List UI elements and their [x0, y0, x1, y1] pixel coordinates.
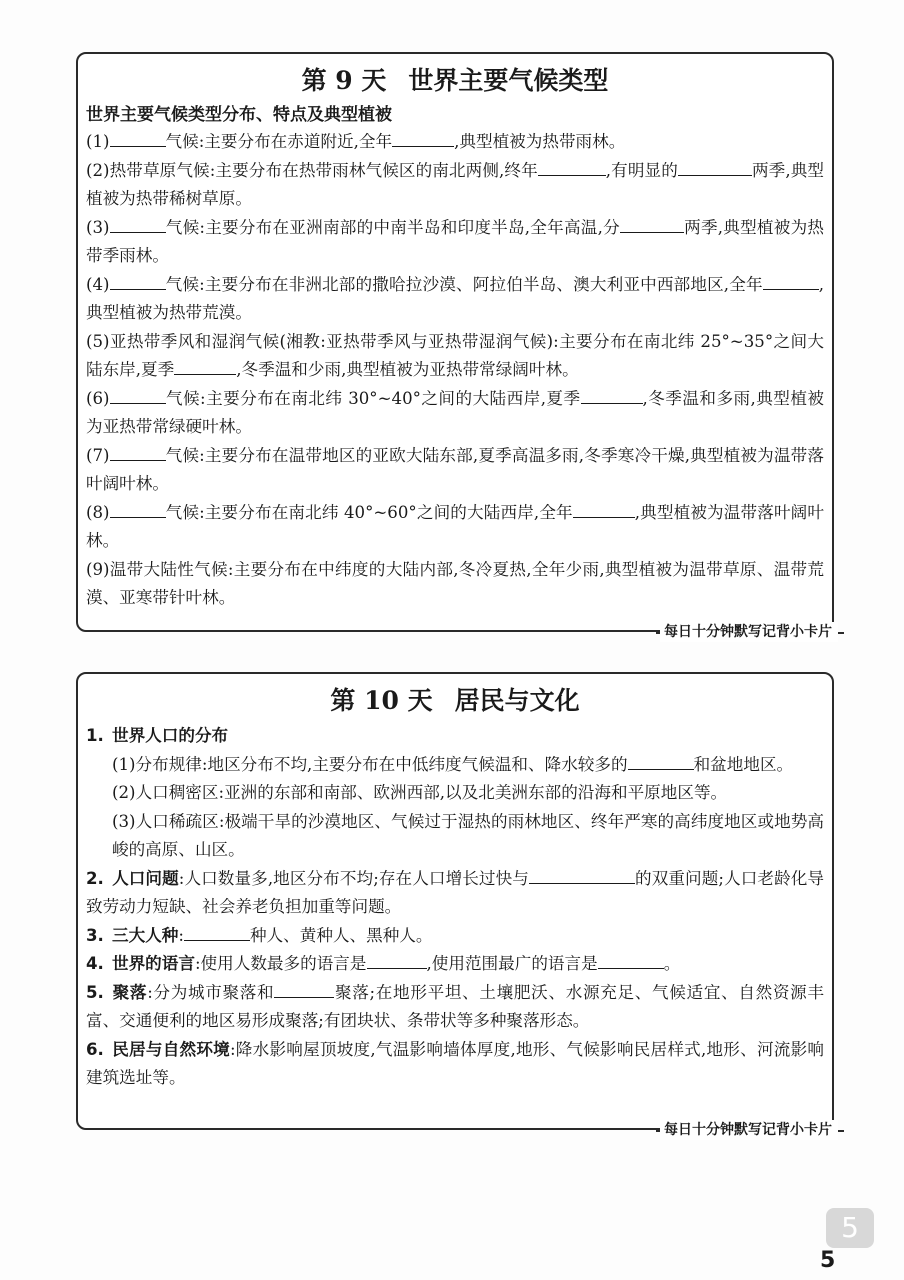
list-item: [86, 328, 824, 385]
item-text: :使用人数最多的语言是: [194, 954, 367, 973]
fill-blank[interactable]: [367, 952, 427, 969]
item-text: :: [178, 925, 184, 945]
item-text: ,有明显的: [605, 160, 678, 180]
list-item: [86, 556, 824, 613]
item-text: ,使用范围最广的语言是: [426, 954, 598, 973]
card-footer: 每日十分钟默写记背小卡片: [660, 1120, 838, 1140]
item-text: ,冬季温和少雨,典型植被为亚热带常绿阔叶林。: [236, 360, 579, 379]
list-item: [86, 128, 824, 157]
list-item: [86, 214, 824, 271]
fill-blank[interactable]: [529, 867, 635, 884]
section-label: 人口问题: [112, 868, 179, 888]
section-number: 4.: [86, 954, 104, 973]
fill-blank[interactable]: [598, 952, 664, 969]
section-label: 三大人种: [112, 925, 179, 945]
fill-blank[interactable]: [678, 159, 752, 176]
page-badge: 5: [826, 1208, 874, 1248]
item-text: (7): [86, 445, 110, 465]
list-item: [86, 865, 824, 922]
fill-blank[interactable]: [184, 924, 250, 941]
fill-blank[interactable]: [274, 981, 334, 998]
section-number: 3.: [86, 925, 104, 945]
section-label: 民居与自然环境: [112, 1039, 230, 1059]
section-number: 2.: [86, 868, 104, 888]
item-text: (2)热带草原气候:主要分布在热带雨林气候区的南北两侧,终年: [86, 160, 538, 180]
fill-blank[interactable]: [392, 130, 454, 147]
fill-blank[interactable]: [110, 501, 166, 518]
list-item: [86, 385, 824, 442]
item-text: 聚落;在地形平坦、土壤肥沃、水源充足、气候适宜、自然资源丰富、交通便利的地区易形成聚落;有团块状、条带状等多种聚落形态。: [86, 982, 825, 1030]
list-item: [86, 979, 824, 1036]
card-title: [78, 64, 832, 102]
list-item: [86, 922, 824, 951]
item-text: :人口数量多,地区分布不均;存在人口增长过快与: [178, 868, 529, 888]
list-item: [86, 1036, 824, 1093]
fill-blank[interactable]: [763, 273, 819, 290]
item-text: (3)人口稀疏区:极端干旱的沙漠地区、气候过于湿热的雨林地区、终年严寒的高纬度地区或地势高峻的高原、山区。: [112, 811, 824, 859]
item-text: (3): [86, 217, 110, 237]
item-text: (6): [86, 388, 110, 408]
section-heading: 世界主要气候类型分布、特点及典型植被: [86, 105, 392, 125]
item-text: 的双重问题;人口老龄化导致劳动力短缺、社会养老负担加重等问题。: [86, 868, 825, 916]
fill-blank[interactable]: [174, 358, 236, 375]
item-text: 种人、黄种人、黑种人。: [249, 925, 433, 945]
list-item: [86, 499, 824, 556]
item-text: 和盆地地区。: [693, 754, 794, 774]
item-text: (2)人口稠密区:亚洲的东部和南部、欧洲西部,以及北美洲东部的沿海和平原地区等。: [112, 783, 728, 802]
fill-blank[interactable]: [110, 273, 166, 290]
section-label: 聚落: [112, 982, 148, 1002]
list-item: [112, 808, 824, 865]
item-text: (9)温带大陆性气候:主要分布在中纬度的大陆内部,冬冷夏热,全年少雨,典型植被为温带草原、温带荒漠、亚寒带针叶林。: [86, 559, 824, 607]
item-text: 两季,典型植被为热带稀树草原。: [86, 160, 824, 208]
item-text: 气候:主要分布在南北纬 40°~60°之间的大陆西岸,全年: [165, 502, 573, 522]
item-text: 两季,典型植被为热带季雨林。: [86, 217, 824, 265]
list-item: [86, 157, 824, 214]
fill-blank[interactable]: [110, 444, 166, 461]
item-text: :分为城市聚落和: [147, 982, 275, 1002]
item-text: ,典型植被为热带雨林。: [454, 132, 626, 151]
fill-blank[interactable]: [538, 159, 606, 176]
item-text: ,冬季温和多雨,典型植被为亚热带常绿硬叶林。: [86, 388, 824, 436]
item-text: ,典型植被为温带落叶阔叶林。: [86, 502, 824, 550]
list-item: [86, 442, 824, 499]
item-text: 。: [663, 954, 681, 973]
item-text: (1): [86, 132, 110, 151]
item-text: (5)亚热带季风和湿润气候(湘教:亚热带季风与亚热带湿润气候):主要分布在南北纬 25°~35°之间大陆东岸,夏季: [86, 331, 824, 379]
item-text: 气候:主要分布在非洲北部的撒哈拉沙漠、阿拉伯半岛、澳大利亚中西部地区,全年: [165, 274, 763, 294]
card-footer: 每日十分钟默写记背小卡片: [660, 622, 838, 642]
item-text: :降水影响屋顶坡度,气温影响墙体厚度,地形、气候影响民居样式,地形、河流影响建筑选址等。: [86, 1039, 824, 1087]
section-number: 1.: [86, 726, 104, 745]
card-day10: [76, 672, 834, 1138]
title-topic: 世界主要气候类型: [408, 66, 609, 95]
fill-blank[interactable]: [581, 387, 643, 404]
list-item: [86, 271, 824, 328]
list-item: [86, 950, 824, 979]
title-day: 第 10 天: [330, 686, 433, 715]
title-topic: 居民与文化: [454, 686, 580, 715]
fill-blank[interactable]: [110, 216, 166, 233]
item-text: 气候:主要分布在温带地区的亚欧大陆东部,夏季高温多雨,冬季寒冷干燥,典型植被为温带落叶阔叶林。: [86, 445, 824, 493]
fill-blank[interactable]: [110, 387, 166, 404]
item-text: 气候:主要分布在赤道附近,全年: [165, 132, 393, 151]
fill-blank[interactable]: [573, 501, 635, 518]
item-text: ,典型植被为热带荒漠。: [86, 274, 824, 322]
item-text: (4): [86, 274, 110, 294]
item-text: (1)分布规律:地区分布不均,主要分布在中低纬度气候温和、降水较多的: [112, 754, 628, 774]
section-label: 世界的语言: [112, 954, 195, 973]
card-title: [78, 684, 832, 722]
section-label: 世界人口的分布: [112, 726, 229, 745]
title-day: 第 9 天: [301, 66, 387, 95]
item-text: 气候:主要分布在南北纬 30°~40°之间的大陆西岸,夏季: [165, 388, 581, 408]
list-item: [112, 751, 824, 780]
card-day9: [76, 52, 834, 640]
fill-blank[interactable]: [110, 130, 166, 147]
item-text: (8): [86, 502, 110, 522]
page-number: 5: [820, 1248, 836, 1273]
item-text: 气候:主要分布在亚洲南部的中南半岛和印度半岛,全年高温,分: [165, 217, 620, 237]
list-item: [112, 779, 824, 808]
section-number: 6.: [86, 1039, 104, 1059]
fill-blank[interactable]: [628, 753, 694, 770]
section-heading: [86, 722, 824, 751]
fill-blank[interactable]: [620, 216, 684, 233]
section-number: 5.: [86, 982, 104, 1002]
